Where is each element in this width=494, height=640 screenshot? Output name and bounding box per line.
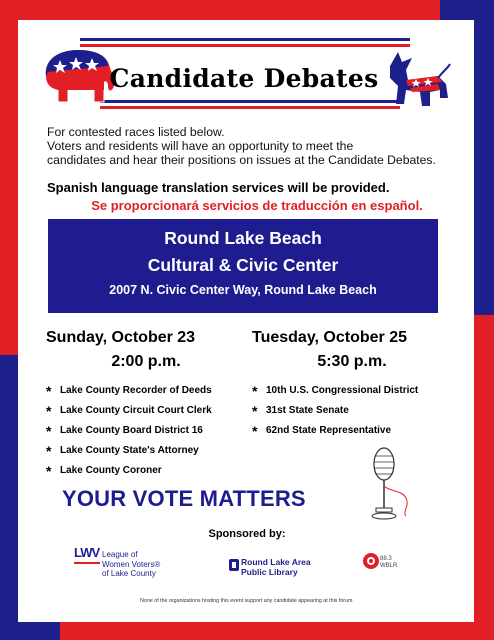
border-bottom-red (60, 622, 494, 640)
list-item (46, 404, 246, 424)
border-top-red (0, 0, 440, 20)
radio-line: WBLR (380, 563, 398, 569)
intro-text (47, 125, 467, 167)
sunday-date: Sunday, October 23 (46, 329, 196, 346)
border-bottom-blue (0, 622, 60, 640)
radio-name (380, 556, 397, 570)
microphone-icon (362, 446, 422, 524)
translation-notice-spanish: Se proporcionará servicios de traducción en español. (91, 198, 423, 213)
bullet-asterisk: * (46, 383, 52, 399)
lwv-line: of Lake County (102, 569, 156, 578)
intro-line: candidates and hear their positions on issues at the Candidate Debates. (47, 153, 436, 167)
sunday-time: 2:00 p.m. (111, 353, 181, 370)
race-name: Lake County Board District 16 (60, 425, 203, 436)
intro-line: For contested races listed below. (47, 125, 225, 139)
list-item (46, 384, 246, 404)
disclaimer: None of the organizations hosting this event support any candidate appearing at this forum. (140, 598, 354, 604)
library-icon (228, 558, 240, 572)
list-item (252, 424, 452, 444)
venue-address: 2007 N. Civic Center Way, Round Lake Beach (109, 283, 377, 297)
race-name: Lake County Circuit Court Clerk (60, 405, 212, 416)
border-right-blue (474, 0, 494, 315)
list-item (252, 404, 452, 424)
border-left-red (0, 0, 18, 355)
tuesday-column (252, 328, 452, 444)
bullet-asterisk: * (46, 463, 52, 479)
library-name (241, 558, 331, 577)
race-name: Lake County Coroner (60, 465, 162, 476)
list-item (46, 444, 246, 464)
sponsored-label: Sponsored by: (208, 528, 286, 540)
bullet-asterisk: * (46, 403, 52, 419)
translation-notice-english: Spanish language translation services will be provided. (47, 180, 390, 195)
vote-slogan: YOUR VOTE MATTERS (62, 486, 306, 511)
bullet-asterisk: * (46, 423, 52, 439)
lwv-line: League of (102, 550, 138, 559)
list-item (252, 384, 452, 404)
header-stripe-red-bottom (100, 106, 400, 109)
race-name: 10th U.S. Congressional District (266, 385, 419, 396)
border-right-red (474, 315, 494, 640)
tuesday-races (252, 384, 452, 444)
list-item (46, 464, 246, 484)
lwv-line: Women Voters® (102, 559, 161, 569)
sunday-races (46, 384, 246, 484)
sunday-column (46, 328, 246, 484)
library-line: Public Library (241, 566, 298, 577)
venue-name-line2: Cultural & Civic Center (147, 255, 339, 275)
donkey-icon (386, 44, 452, 114)
intro-line: Voters and residents will have an opportunity to meet the (47, 139, 354, 153)
bullet-asterisk: * (252, 383, 258, 399)
header-stripe-blue-bottom (100, 100, 400, 103)
lwv-name (102, 550, 182, 579)
lwv-logo-text: LWV (74, 545, 100, 560)
race-name: 31st State Senate (266, 405, 349, 416)
list-item (46, 424, 246, 444)
tuesday-date: Tuesday, October 25 (252, 329, 408, 346)
page-title: Candidate Debates (109, 64, 379, 93)
bullet-asterisk: * (252, 403, 258, 419)
lwv-logo (74, 546, 100, 570)
venue-banner (48, 219, 438, 313)
race-name: 62nd State Representative (266, 425, 392, 436)
header-stripe-blue (80, 38, 410, 41)
bullet-asterisk: * (252, 423, 258, 439)
radio-line: 88.3 (380, 556, 392, 562)
lwv-logo-rule (74, 562, 100, 564)
race-name: Lake County State's Attorney (60, 445, 199, 456)
radio-logo-icon (362, 552, 380, 570)
race-name: Lake County Recorder of Deeds (60, 385, 212, 396)
bullet-asterisk: * (46, 443, 52, 459)
tuesday-time: 5:30 p.m. (317, 353, 387, 370)
library-line: Round Lake Area (241, 557, 311, 567)
header-stripe-red (80, 44, 410, 47)
venue-name-line1: Round Lake Beach (164, 228, 322, 248)
